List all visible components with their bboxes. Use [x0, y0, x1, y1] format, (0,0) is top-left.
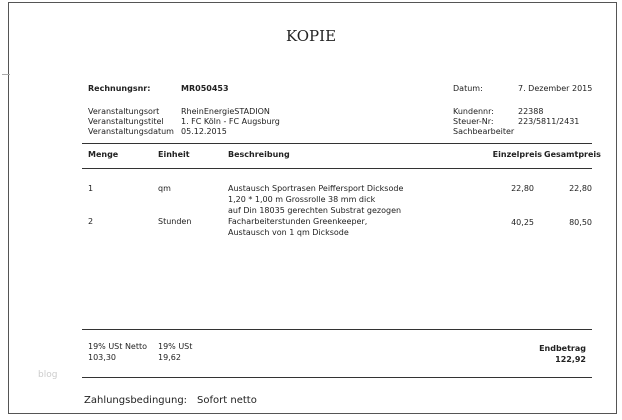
event-label: Veranstaltungstitel — [88, 117, 164, 126]
event-date-value: 05.12.2015 — [181, 127, 227, 136]
tax-no-value: 223/5811/2431 — [518, 117, 580, 126]
event-value: 1. FC Köln - FC Augsburg — [181, 117, 280, 126]
invoice-no: MR050453 — [181, 84, 229, 93]
end-amount-label: Endbetrag — [539, 344, 586, 353]
row2-qty: 2 — [88, 217, 94, 226]
copy-title: KOPIE — [285, 27, 337, 45]
payment-terms — [84, 395, 257, 406]
vat-value: 19,62 — [158, 353, 181, 362]
col-header-qty: Menge — [88, 150, 119, 159]
payment-value: Sofort netto — [197, 395, 257, 406]
venue-label: Veranstaltungsort — [88, 107, 160, 116]
row1-qty: 1 — [88, 184, 94, 193]
event-date-label: Veranstaltungsdatum — [88, 127, 174, 136]
customer-no-value: 22388 — [518, 107, 544, 116]
row1-desc-line2: 1,20 * 1,00 m Grossrolle 38 mm dick — [228, 195, 376, 204]
col-header-desc: Beschreibung — [228, 150, 290, 159]
invoice-no-label: Rechnungsnr: — [88, 84, 151, 93]
venue-value: RheinEnergieSTADION — [181, 107, 270, 116]
totals-top-rule — [82, 329, 592, 330]
table-header-rule — [82, 168, 592, 169]
row2-desc-line1: Facharbeiterstunden Greenkeeper, — [228, 217, 368, 226]
end-amount-value: 122,92 — [555, 355, 586, 364]
row2-desc-line2: Austausch von 1 qm Dicksode — [228, 228, 349, 237]
row2-unit: Stunden — [158, 217, 192, 226]
margin-mark — [2, 74, 10, 75]
row2-unit-price: 40,25 — [511, 218, 534, 227]
watermark-text: blog — [38, 370, 58, 380]
row1-desc-line3: auf Din 18035 gerechten Substrat gezogen — [228, 206, 402, 215]
clerk-label: Sachbearbeiter — [453, 127, 515, 136]
col-header-total: Gesamtpreis — [544, 150, 601, 159]
net-value: 103,30 — [88, 353, 116, 362]
tax-no-label: Steuer-Nr: — [453, 117, 494, 126]
payment-label: Zahlungsbedingung: — [84, 395, 188, 406]
row1-desc-line1: Austausch Sportrasen Peiffersport Dicksode — [228, 184, 404, 193]
row1-total: 22,80 — [569, 184, 592, 193]
vat-label: 19% USt — [158, 342, 193, 351]
date-label: Datum: — [453, 84, 483, 93]
net-label: 19% USt Netto — [88, 342, 148, 351]
date-value: 7. Dezember 2015 — [518, 84, 593, 93]
row1-unit-price: 22,80 — [511, 184, 534, 193]
row1-unit: qm — [158, 184, 171, 193]
col-header-unit-price: Einzelpreis — [492, 150, 542, 159]
col-header-unit: Einheit — [158, 150, 190, 159]
table-top-rule — [82, 143, 592, 144]
row2-total: 80,50 — [569, 218, 592, 227]
totals-bottom-rule — [82, 377, 592, 378]
customer-no-label: Kundennr: — [453, 107, 494, 116]
